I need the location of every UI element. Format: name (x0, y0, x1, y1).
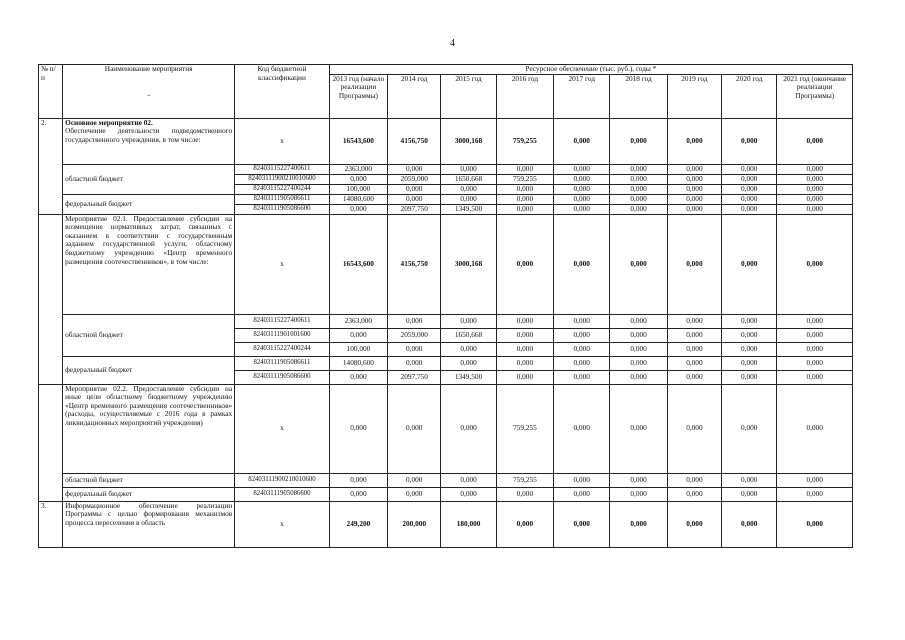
value-cell: 0,000 (329, 473, 387, 487)
value-cell: 0,000 (554, 174, 610, 184)
value-cell: 0,000 (388, 164, 441, 174)
value-cell: 0,000 (554, 384, 610, 473)
value-cell: 0,000 (667, 174, 721, 184)
budget-label: федеральный бюджет (63, 356, 235, 384)
value-cell: 0,000 (667, 184, 721, 194)
value-cell: 0,000 (667, 356, 721, 370)
value-cell: 0,000 (667, 501, 721, 547)
value-cell: 0,000 (667, 328, 721, 342)
value-cell: 0,000 (667, 314, 721, 328)
header-year: 2019 год (667, 74, 721, 118)
budget-code: 82403115227400611 (235, 314, 330, 328)
table-body (39, 65, 853, 548)
header-row (39, 65, 853, 75)
resource-table (38, 64, 853, 548)
value-cell: 0,000 (554, 356, 610, 370)
value-cell: 0,000 (554, 194, 610, 204)
value-cell: 1650,668 (441, 328, 496, 342)
value-cell: 0,000 (610, 314, 667, 328)
value-cell: 0,000 (329, 370, 387, 384)
header-year: 2015 год (441, 74, 496, 118)
value-cell: 0,000 (388, 314, 441, 328)
budget-code: 82403111905086600 (235, 204, 330, 214)
value-cell: 0,000 (777, 501, 853, 547)
value-cell: 0,000 (554, 501, 610, 547)
value-cell: 0,000 (610, 501, 667, 547)
value-cell: 0,000 (554, 328, 610, 342)
value-cell: 16543,600 (329, 214, 387, 314)
value-cell: 0,000 (722, 370, 777, 384)
value-cell: 0,000 (722, 314, 777, 328)
value-cell: 3000,168 (441, 214, 496, 314)
value-cell: 0,000 (722, 118, 777, 164)
value-cell: 0,000 (722, 164, 777, 174)
table-row (39, 356, 853, 370)
row-number: 3. (39, 501, 63, 547)
value-cell: 0,000 (388, 356, 441, 370)
value-cell: 0,000 (722, 487, 777, 501)
activity-name: Мероприятие 02.1. Предоставление субсидии на возмещение нормативных затрат, связанных с оказанием в соответствии с государственным заданием государственной услуги, областному бюджетному учреждению «Центр временного размещения соотечественников», в том числе: (63, 214, 235, 314)
header-year: 2013 год (начало реализации Программы) (329, 74, 387, 118)
value-cell: 100,000 (329, 342, 387, 356)
value-cell: 0,000 (388, 473, 441, 487)
budget-code: 82403111905086611 (235, 194, 330, 204)
value-cell: 0,000 (329, 204, 387, 214)
header-code: Код бюджетной классификации (235, 65, 330, 119)
value-cell: 0,000 (667, 487, 721, 501)
value-cell: 0,000 (554, 214, 610, 314)
value-cell: 2097,750 (388, 204, 441, 214)
page-number: 4 (450, 38, 455, 49)
value-cell: 0,000 (610, 342, 667, 356)
value-cell: 3000,168 (441, 118, 496, 164)
value-cell: 14080,600 (329, 356, 387, 370)
budget-code: х (235, 214, 330, 314)
value-cell: 0,000 (496, 164, 553, 174)
value-cell: 2363,000 (329, 314, 387, 328)
value-cell: 0,000 (441, 194, 496, 204)
value-cell: 180,000 (441, 501, 496, 547)
value-cell: 0,000 (554, 370, 610, 384)
value-cell: 0,000 (496, 501, 553, 547)
header-year: 2014 год (388, 74, 441, 118)
value-cell: 0,000 (441, 342, 496, 356)
budget-label: областной бюджет (63, 314, 235, 356)
value-cell: 0,000 (777, 194, 853, 204)
budget-code: 82403111900210010600 (235, 473, 330, 487)
row-number: 2. (39, 118, 63, 214)
value-cell: 0,000 (329, 174, 387, 184)
value-cell: 0,000 (388, 487, 441, 501)
table-row (39, 501, 853, 547)
value-cell: 0,000 (610, 328, 667, 342)
budget-code: 82403115227400244 (235, 342, 330, 356)
value-cell: 0,000 (388, 194, 441, 204)
activity-name (63, 118, 235, 164)
value-cell: 0,000 (610, 473, 667, 487)
value-cell: 0,000 (496, 342, 553, 356)
value-cell: 0,000 (777, 118, 853, 164)
value-cell: 0,000 (554, 473, 610, 487)
header-num: № п/ п (39, 65, 63, 119)
value-cell: 0,000 (441, 164, 496, 174)
value-cell: 759,255 (496, 384, 553, 473)
value-cell: 0,000 (610, 174, 667, 184)
value-cell: 0,000 (610, 356, 667, 370)
value-cell: 0,000 (554, 184, 610, 194)
header-year: 2017 год (554, 74, 610, 118)
value-cell: 0,000 (722, 384, 777, 473)
value-cell: 4156,750 (388, 118, 441, 164)
value-cell: 2097,750 (388, 370, 441, 384)
table-row (39, 194, 853, 204)
value-cell: 0,000 (610, 370, 667, 384)
value-cell: 0,000 (441, 356, 496, 370)
value-cell: 0,000 (441, 384, 496, 473)
value-cell: 0,000 (441, 314, 496, 328)
header-name-label: Наименование мероприятия (104, 64, 193, 73)
table-row (39, 314, 853, 328)
value-cell: 0,000 (777, 342, 853, 356)
value-cell: 0,000 (496, 370, 553, 384)
value-cell: 0,000 (667, 342, 721, 356)
table-row (39, 487, 853, 501)
table-row (39, 214, 853, 314)
value-cell: 0,000 (777, 384, 853, 473)
value-cell: 0,000 (496, 314, 553, 328)
value-cell: 0,000 (610, 214, 667, 314)
value-cell: 0,000 (777, 314, 853, 328)
value-cell: 0,000 (777, 204, 853, 214)
budget-label: областной бюджет (63, 473, 235, 487)
value-cell: 1349,500 (441, 370, 496, 384)
value-cell: 759,255 (496, 174, 553, 184)
value-cell: 0,000 (610, 204, 667, 214)
value-cell: 0,000 (667, 164, 721, 174)
budget-code: 82403111905086600 (235, 487, 330, 501)
value-cell: 2059,000 (388, 174, 441, 184)
header-year: 2021 год (окончание реализации Программы) (777, 74, 853, 118)
activity-name-bold: Основное мероприятие 02. (65, 118, 153, 127)
value-cell: 0,000 (722, 328, 777, 342)
header-resources: Ресурсное обеспечение (тыс. руб.), годы * (329, 65, 852, 75)
value-cell: 759,255 (496, 473, 553, 487)
value-cell: 0,000 (496, 204, 553, 214)
value-cell: 4156,750 (388, 214, 441, 314)
activity-name: Информационное обеспечение реализации Программы с целью формирования механизмов процесса переселения в область (63, 501, 235, 547)
row-number-empty (39, 384, 63, 501)
header-name (63, 65, 235, 119)
value-cell: 0,000 (554, 342, 610, 356)
value-cell: 16543,600 (329, 118, 387, 164)
activity-name-rest: Обеспечение деятельности подведомственного государственного учреждения, в том числе: (65, 126, 233, 144)
table-row (39, 164, 853, 174)
budget-code: 82403111901001600 (235, 328, 330, 342)
row-number-empty (39, 214, 63, 384)
table-row (39, 384, 853, 473)
value-cell: 0,000 (554, 164, 610, 174)
value-cell: 0,000 (777, 184, 853, 194)
value-cell: 0,000 (496, 356, 553, 370)
value-cell: 2059,000 (388, 328, 441, 342)
value-cell: 0,000 (496, 487, 553, 501)
value-cell: 0,000 (667, 473, 721, 487)
value-cell: 249,200 (329, 501, 387, 547)
value-cell: 0,000 (722, 473, 777, 487)
value-cell: 2363,000 (329, 164, 387, 174)
budget-code: 82403111900210010600 (235, 174, 330, 184)
value-cell: 0,000 (554, 314, 610, 328)
table-row (39, 118, 853, 164)
value-cell: 1349,500 (441, 204, 496, 214)
budget-label: федеральный бюджет (63, 194, 235, 214)
value-cell: 0,000 (777, 164, 853, 174)
value-cell: 759,255 (496, 118, 553, 164)
value-cell: 0,000 (329, 384, 387, 473)
value-cell: 0,000 (667, 204, 721, 214)
value-cell: 0,000 (441, 473, 496, 487)
value-cell: 0,000 (777, 370, 853, 384)
value-cell: 0,000 (554, 204, 610, 214)
budget-code: 82403115227400244 (235, 184, 330, 194)
value-cell: 0,000 (667, 118, 721, 164)
value-cell: 0,000 (388, 342, 441, 356)
value-cell: 0,000 (554, 487, 610, 501)
value-cell: 0,000 (722, 356, 777, 370)
header-year: 2018 год (610, 74, 667, 118)
table-row (39, 473, 853, 487)
value-cell: 100,000 (329, 184, 387, 194)
value-cell: 0,000 (722, 174, 777, 184)
budget-label: федеральный бюджет (63, 487, 235, 501)
value-cell: 0,000 (667, 214, 721, 314)
header-name-dash: – (146, 89, 151, 99)
value-cell: 0,000 (388, 384, 441, 473)
budget-code: х (235, 501, 330, 547)
value-cell: 0,000 (667, 194, 721, 204)
value-cell: 0,000 (777, 487, 853, 501)
value-cell: 0,000 (496, 184, 553, 194)
value-cell: 0,000 (610, 164, 667, 174)
value-cell: 0,000 (777, 328, 853, 342)
value-cell: 0,000 (722, 194, 777, 204)
value-cell: 0,000 (441, 184, 496, 194)
value-cell: 1650,668 (441, 174, 496, 184)
value-cell: 0,000 (554, 118, 610, 164)
value-cell: 0,000 (441, 487, 496, 501)
value-cell: 0,000 (722, 214, 777, 314)
value-cell: 0,000 (329, 487, 387, 501)
value-cell: 0,000 (610, 487, 667, 501)
value-cell: 0,000 (722, 204, 777, 214)
value-cell: 0,000 (777, 214, 853, 314)
value-cell: 0,000 (610, 384, 667, 473)
value-cell: 0,000 (610, 184, 667, 194)
value-cell: 14080,600 (329, 194, 387, 204)
header-year: 2020 год (722, 74, 777, 118)
value-cell: 200,000 (388, 501, 441, 547)
value-cell: 0,000 (496, 328, 553, 342)
value-cell: 0,000 (722, 342, 777, 356)
value-cell: 0,000 (496, 214, 553, 314)
value-cell: 0,000 (777, 473, 853, 487)
budget-code: 82403111905086600 (235, 370, 330, 384)
budget-code: 82403115227400611 (235, 164, 330, 174)
value-cell: 0,000 (610, 194, 667, 204)
value-cell: 0,000 (777, 174, 853, 184)
value-cell: 0,000 (388, 184, 441, 194)
header-year: 2016 год (496, 74, 553, 118)
activity-name: Мероприятие 02.2. Предоставление субсидии на иные цели областному бюджетному учреждению «Центр временного размещения соотечественников» (расходы, осуществляемые с 2016 года в рамках ликвидационных мероприятий учреждения) (63, 384, 235, 473)
value-cell: 0,000 (329, 328, 387, 342)
budget-label: областной бюджет (63, 164, 235, 194)
value-cell: 0,000 (777, 356, 853, 370)
value-cell: 0,000 (667, 384, 721, 473)
value-cell: 0,000 (496, 194, 553, 204)
budget-code: 82403111905086611 (235, 356, 330, 370)
value-cell: 0,000 (667, 370, 721, 384)
budget-code: х (235, 118, 330, 164)
value-cell: 0,000 (722, 501, 777, 547)
budget-code: х (235, 384, 330, 473)
value-cell: 0,000 (610, 118, 667, 164)
value-cell: 0,000 (722, 184, 777, 194)
